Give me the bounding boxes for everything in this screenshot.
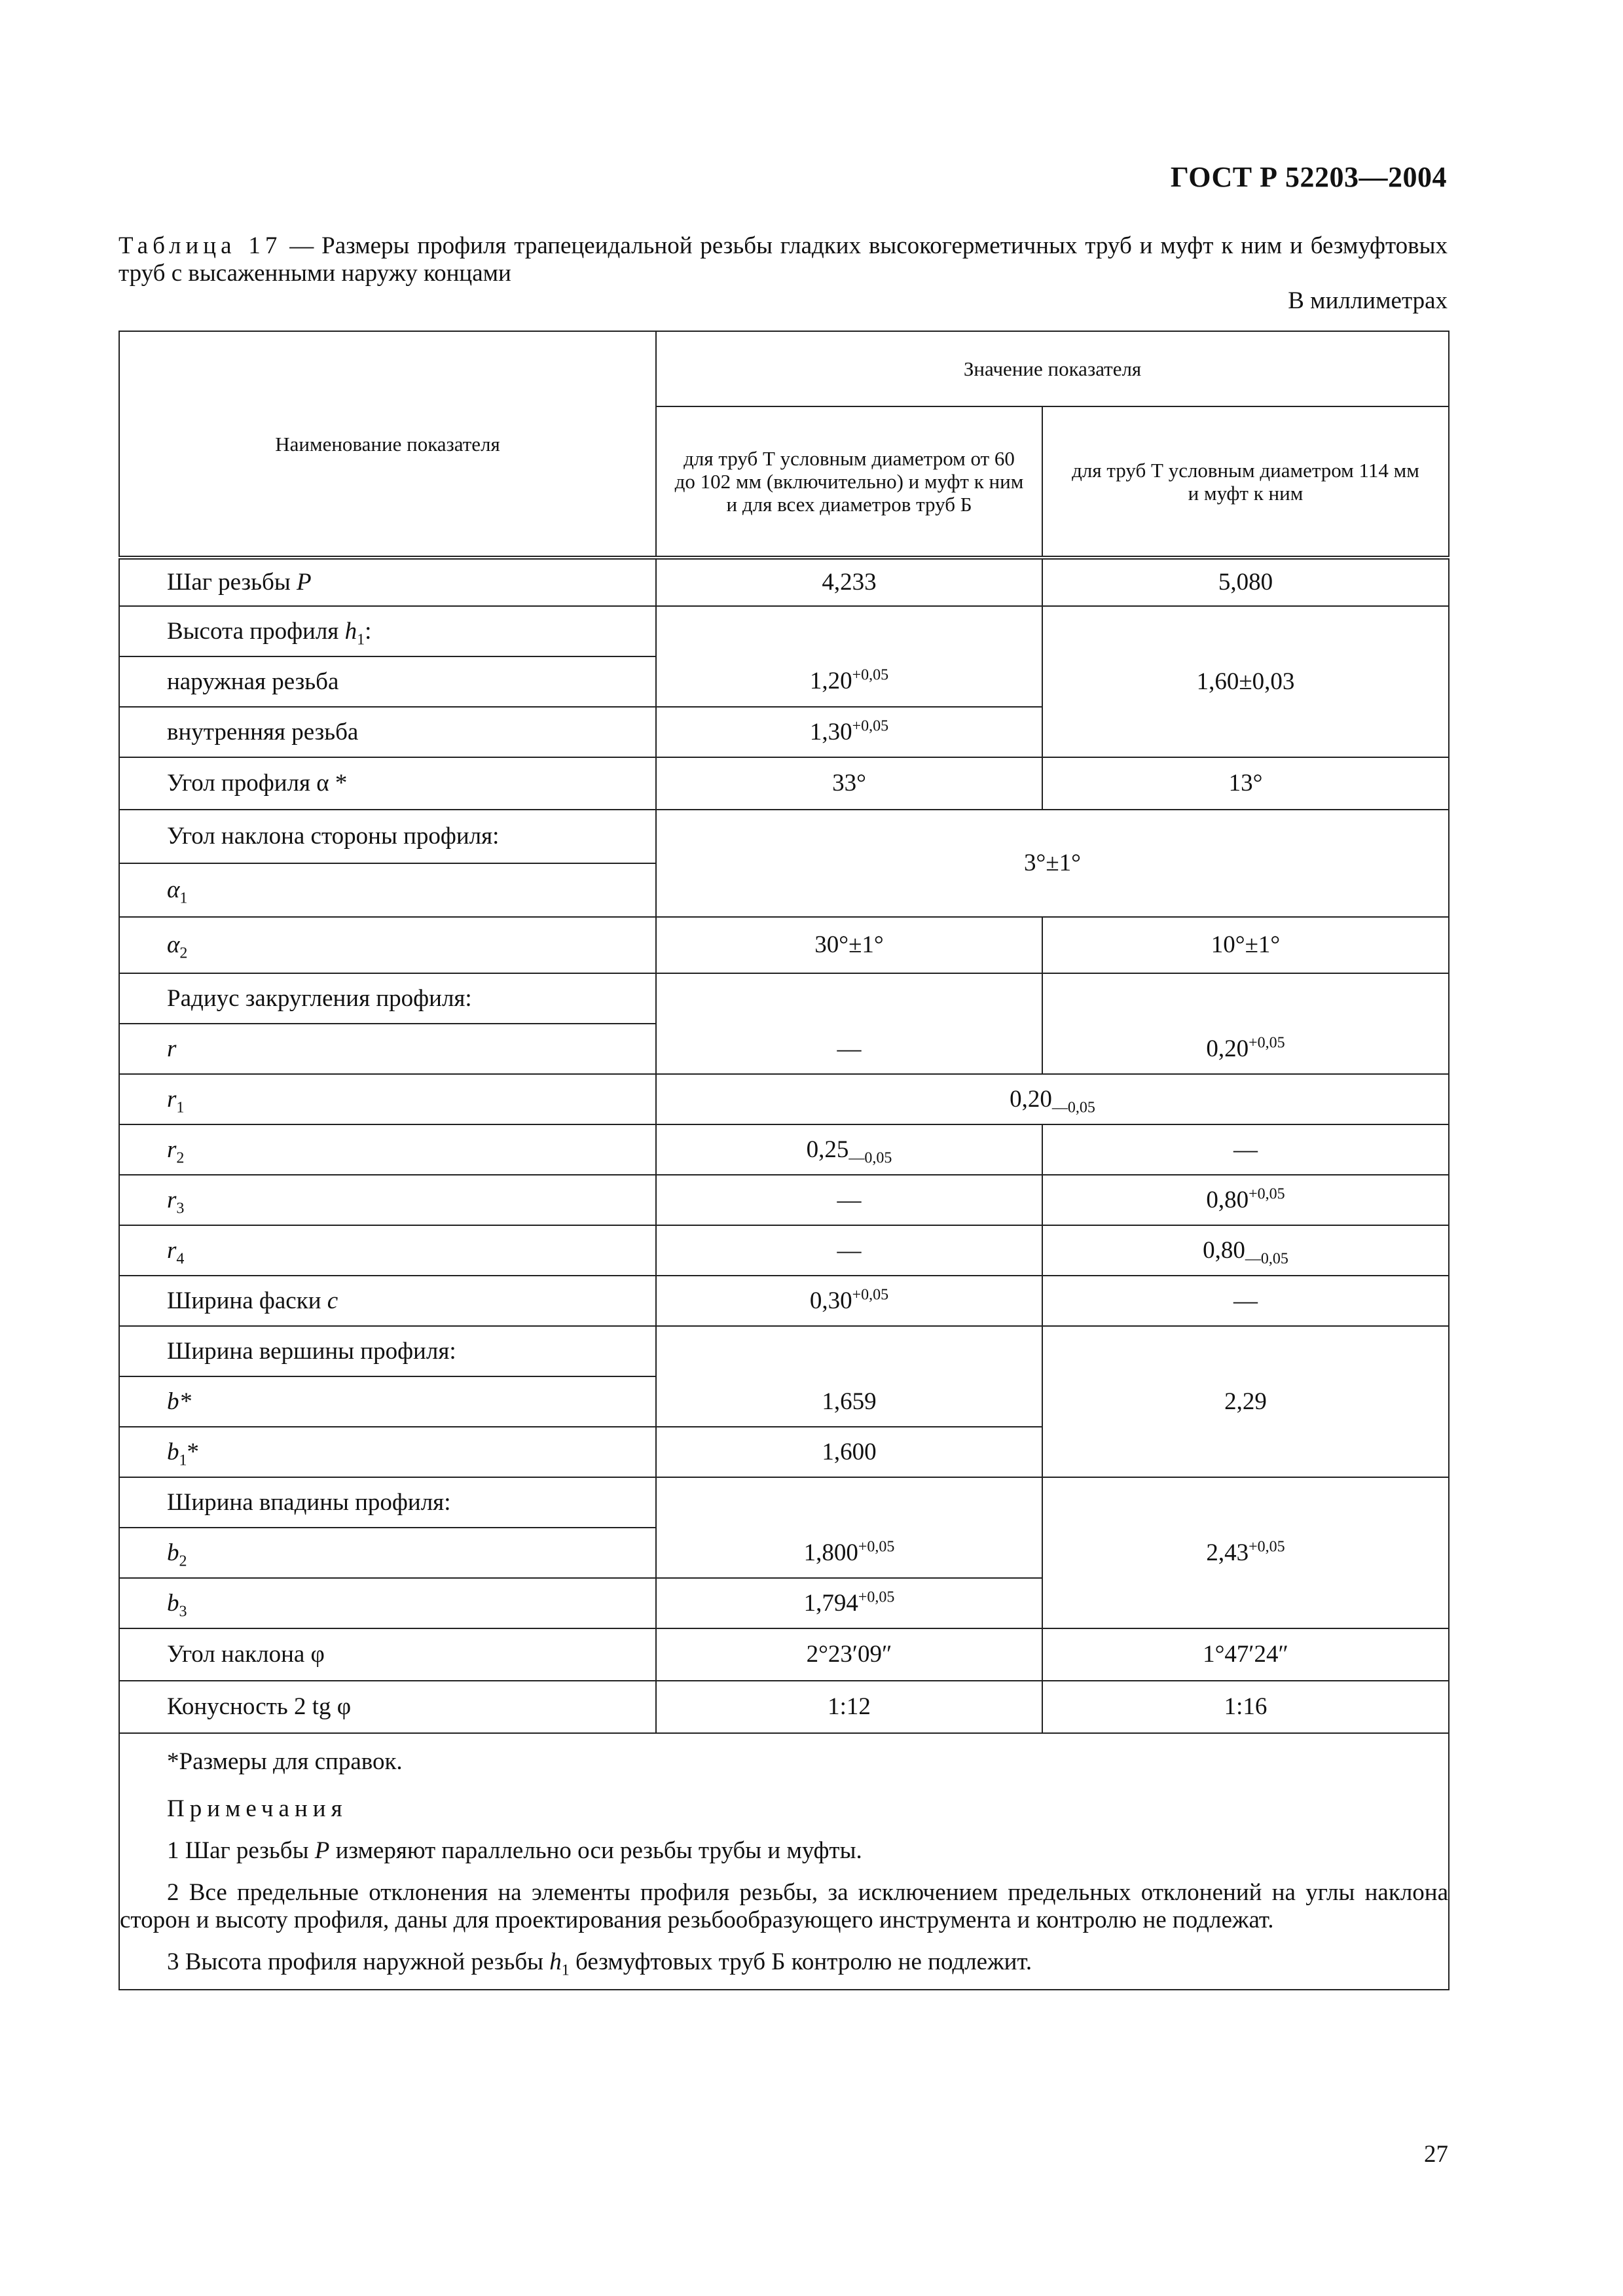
row-label-profile-angle: Угол профиля α *: [119, 757, 656, 810]
cell-value: $1,30^{+0,05}$: [656, 707, 1042, 757]
row-label-taper: Конусность 2 tg φ: [119, 1681, 656, 1733]
cell-value: $0,20^{+0,05}$: [1042, 973, 1449, 1074]
row-label-r4: $r_4$: [119, 1225, 656, 1276]
cell-value: —: [656, 1225, 1042, 1276]
row-label-fillet-radius: Радиус закругления профиля:: [119, 973, 656, 1024]
cell-value: 2°23′09″: [656, 1628, 1042, 1681]
page-number: 27: [1424, 2141, 1448, 2168]
header-parameter-value: Значение показателя: [656, 331, 1449, 406]
row-label-root-width: Ширина впадины профиля:: [119, 1477, 656, 1528]
row-label-r: r: [119, 1024, 656, 1074]
table-header-row: [119, 331, 1449, 406]
table-row: [119, 973, 1449, 1024]
reference-footnote: *Размеры для справок.: [167, 1748, 403, 1775]
table-caption: [119, 232, 1448, 287]
row-label-chamfer-width: Ширина фаски c: [119, 1276, 656, 1326]
cell-value: 1,60±0,03: [1042, 606, 1449, 757]
table-row: [119, 1124, 1449, 1175]
table-row: [119, 810, 1449, 863]
row-label-thread-pitch: Шаг резьбы P: [119, 558, 656, 606]
row-label-profile-height: Высота профиля $h_1$:: [119, 606, 656, 656]
cell-value: $0,80_{—0,05}$: [1042, 1225, 1449, 1276]
row-label-r3: $r_3$: [119, 1175, 656, 1225]
cell-value: —: [656, 973, 1042, 1074]
table-row: [119, 917, 1449, 973]
cell-value: $2,43^{+0,05}$: [1042, 1477, 1449, 1628]
table-row: [119, 1628, 1449, 1681]
cell-value: $0,20_{—0,05}$: [656, 1074, 1449, 1124]
cell-value: 10°±1°: [1042, 917, 1449, 973]
cell-value: $1,794^{+0,05}$: [656, 1578, 1042, 1628]
table-caption-text: — Размеры профиля трапецеидальной резьбы гладких высокогерметичных труб и муфт к ним и безмуфтовых труб с высаженными наружу концами: [119, 232, 1448, 287]
cell-value: 13°: [1042, 757, 1449, 810]
cell-value: 1:16: [1042, 1681, 1449, 1733]
note-2: 2 Все предельные отклонения на элементы профиля резьбы, за исключением предельных отклонений на углы наклона сторон и высоту профиля, даны для проектирования резьбообразующего инструмента и контролю не подлежат.: [120, 1879, 1449, 1933]
cell-value: 5,080: [1042, 558, 1449, 606]
note-1: 1 Шаг резьбы P измеряют параллельно оси резьбы трубы и муфты.: [167, 1837, 862, 1864]
units-note: В миллиметрах: [1288, 287, 1448, 314]
table-row: [119, 1276, 1449, 1326]
row-label-alpha-1: $\alpha_1$: [119, 863, 656, 917]
row-label-b2: $b_2$: [119, 1528, 656, 1578]
table-caption-label: Таблица 17: [119, 232, 282, 259]
cell-value: $0,80^{+0,05}$: [1042, 1175, 1449, 1225]
notes-cell: [119, 1733, 1449, 1990]
cell-value: 1,659: [656, 1326, 1042, 1427]
row-label-outer-thread: наружная резьба: [119, 656, 656, 707]
cell-value: 33°: [656, 757, 1042, 810]
standard-designation: ГОСТ Р 52203—2004: [1170, 161, 1447, 193]
cell-value: 1°47′24″: [1042, 1628, 1449, 1681]
table-row: [119, 1225, 1449, 1276]
table-row: [119, 1326, 1449, 1376]
cell-value: $1,20^{+0,05}$: [656, 656, 1042, 707]
header-column-1: для труб Т условным диаметром от 60 до 102 мм (включительно) и муфт к ним и для всех диаметров труб Б: [656, 406, 1042, 558]
cell-value: $1,800^{+0,05}$: [656, 1477, 1042, 1578]
row-label-b: b*: [119, 1376, 656, 1427]
cell-value: 30°±1°: [656, 917, 1042, 973]
cell-value: $0,30^{+0,05}$: [656, 1276, 1042, 1326]
row-label-incline-angle: Угол наклона φ: [119, 1628, 656, 1681]
row-label-r1: $r_1$: [119, 1074, 656, 1124]
table-row: [119, 606, 1449, 656]
header-column-2: для труб Т условным диаметром 114 мм и муфт к ним: [1042, 406, 1449, 558]
table-row: [119, 757, 1449, 810]
table-row: [119, 1175, 1449, 1225]
table-row: [119, 1074, 1449, 1124]
cell-value: —: [656, 1175, 1042, 1225]
cell-value: 4,233: [656, 558, 1042, 606]
table-row: [119, 1681, 1449, 1733]
row-label-alpha-2: $\alpha_2$: [119, 917, 656, 973]
row-label-inner-thread: внутренняя резьба: [119, 707, 656, 757]
notes-row: [119, 1733, 1449, 1990]
cell-value: $0,25_{—0,05}$: [656, 1124, 1042, 1175]
row-label-b3: $b_3$: [119, 1578, 656, 1628]
row-label-r2: $r_2$: [119, 1124, 656, 1175]
cell-value: 3°±1°: [656, 810, 1449, 917]
thread-profile-table: [119, 331, 1450, 1990]
cell-empty: [656, 606, 1042, 656]
cell-value: 2,29: [1042, 1326, 1449, 1477]
cell-value: 1,600: [656, 1427, 1042, 1477]
table-row: [119, 558, 1449, 606]
notes-title: Примечания: [167, 1795, 348, 1822]
cell-value: 1:12: [656, 1681, 1042, 1733]
table-row: [119, 1477, 1449, 1528]
header-parameter-name: Наименование показателя: [119, 331, 656, 558]
cell-value: —: [1042, 1276, 1449, 1326]
row-label-side-slope: Угол наклона стороны профиля:: [119, 810, 656, 863]
row-label-b1: $b_1*$: [119, 1427, 656, 1477]
cell-value: —: [1042, 1124, 1449, 1175]
row-label-crest-width: Ширина вершины профиля:: [119, 1326, 656, 1376]
note-3: 3 Высота профиля наружной резьбы $h_1$ безмуфтовых труб Б контролю не подлежит.: [167, 1948, 1032, 1979]
